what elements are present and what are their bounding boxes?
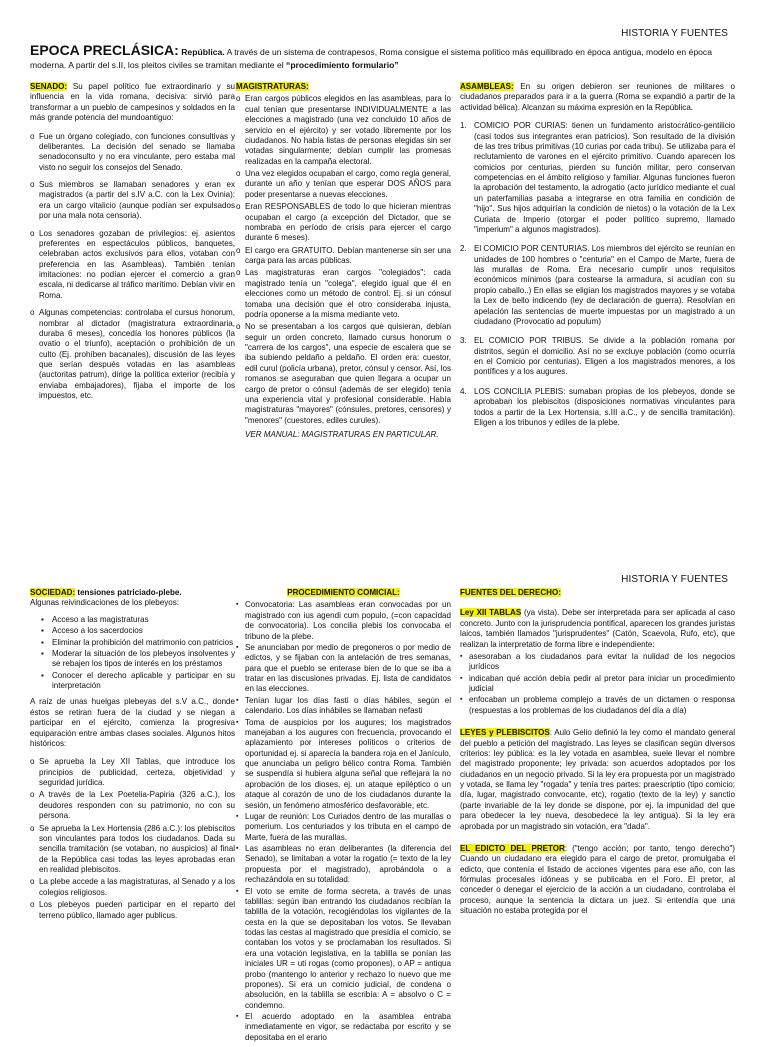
ley12-list	[460, 652, 735, 716]
list-item: ▪ Tenían lugar los días fasti o días hábiles, según el calendario. Los días inhábiles se llamaban nefasti	[236, 696, 451, 717]
list-item: o Sus miembros se llamaban senadores y eran ex magistrados (a partir del s.IV a.C. con la Lex Ovinia): era un cargo vitalicio (aunque podían ser expulsados por una mala nota censoria).	[30, 180, 235, 222]
list-item: 2. El COMICIO POR CENTURIAS. Los miembros del ejército se reunían en unidades de 100 hombres o "centuria" en el Campo de Marte, fuera de las murallas de Roma. Era necesario cumplir unos requisitos económicos mínimos (para costearse la armadura, si acudían con su propio caballo..) En ellas se eligían los magistrados mayores y se votaba la Lex de bello indicendo (ley de declaración de guerra). Resolvían en apelación las sentencias de muerte impuestas por un magistrado a un ciudadano (Provocatio ad populum)	[460, 244, 735, 326]
procedimiento-title: PROCEDIMIENTO COMICIAL:	[287, 588, 400, 597]
list-item: ▪ Se anunciaban por medio de pregoneros o por medio de edictos, y se fijaban con la antelación de tres semanas, para que el pueblo se enterase bien de lo que se iba a tratar en las discusiones privadas. Ej. lista de candidatos en las elecciones.	[236, 643, 451, 695]
ley12-text: (ya vista). Debe ser interpretada para ser aplicada al caso concreto. Junto con la jurisprudencia pontifical, aparecen los grandes juristas laicos, también llamados "jurisprudentes" (Catón, Scaevola, Rufo, etc), que realizan la interpretatio de forma libre e independiente:	[460, 608, 735, 649]
era-heading: EPOCA PRECLÁSICA:	[30, 42, 179, 58]
list-item: o Las magistraturas eran cargos "colegiados": cada magistrado tenía un "colega", elegido igual que él en elecciones como un método de control. Ej. si un cónsul tomaba una decisión que el otro consideraba injusta, podría oponerse a la misma mediante veto.	[236, 268, 451, 320]
magistraturas-list	[236, 94, 451, 426]
list-item: ▪ asesoraban a los ciudadanos para evitar la nulidad de los negocios jurídicos	[460, 652, 735, 673]
magistraturas-note: VER MANUAL: MAGISTRATURAS EN PARTICULAR.	[245, 430, 439, 439]
list-item: ▪ Eliminar la prohibición del matrimonio con patricios	[30, 638, 235, 648]
list-item: o La plebe accede a las magistraturas, al Senado y a los colegios religiosos.	[30, 877, 235, 898]
list-item: o Una vez elegidos ocupaban el cargo, como regla general, durante un año y tenían que esperar DOS AÑOS para poder presentarse a nuevas elecciones.	[236, 169, 451, 200]
list-item: ▪ Conocer el derecho aplicable y participar en su interpretación	[30, 671, 235, 692]
list-item: ▪ indicaban qué acción debía pedir al pretor para iniciar un procedimiento judicial	[460, 674, 735, 695]
list-item: o El cargo era GRATUITO. Debían mantenerse sin ser una carga para las arcas públicas.	[236, 246, 451, 267]
senado-list	[30, 132, 235, 402]
list-item: 3. EL COMICIO POR TRIBUS. Se divide a la población romana por distritos, según el domicilio. Así no se excluye población (como ocurría en el Comicio por centurias). Eligen a los magistrados menores, a los pontífices y a los augures.	[460, 336, 735, 377]
asambleas-intro: En su origen debieron ser reuniones de militares o ciudadanos preparados para ir a la guerra (Roma se expandió a partir de la actividad bélica). Alcanzan su máxima expresión en la República.	[460, 82, 735, 112]
list-item: ▪ Acceso a los sacerdocios	[30, 626, 235, 636]
list-item: ▪ enfocaban un problema complejo a través de un dictamen o responsa (respuestas a los problemas de los ciudadanos del día a día)	[460, 695, 735, 716]
asambleas-column	[460, 82, 735, 437]
list-item: o No se presentaban a los cargos que quisieran, debían seguir un orden concreto, llamado cursus honorum o "carrera de los cargos", una especie de escalera que se iba subiendo peldaño a peldaño. El orden era: cuestor, edil curul (policía urbana), pretor, cónsul y censor. Así, los romanos se aseguraban que quien llegara a ocupar un cargo de pretor o cónsul (además de ser elegido) tenía una experiencia vital y profesional considerable. Había magistraturas "mayores" (cónsules, pretores, censores) y "menores" (cuestores, ediles curules).	[236, 322, 451, 426]
list-item: ▪ Moderar la situación de los plebeyos insolventes y se rebajen los tipos de interés en los préstamos	[30, 649, 235, 670]
list-item: o Los senadores gozaban de privilegios: ej. asientos preferentes en espectáculos públicos, banquetes, celebraban actos exclusivos para ellos, votaban con preferencia en las Asambleas). También tenían imitaciones: no podían ejercer el comercio a gran escala, ni dedicarse al tráfico marítimo. Debían vivir en Roma.	[30, 229, 235, 302]
senado-column	[30, 82, 235, 409]
procedimiento-column	[236, 588, 451, 1047]
list-item: o Se aprueba la Ley XII Tablas, que introduce los principios de publicidad, certeza, objetividad y seguridad jurídica.	[30, 757, 235, 788]
magistraturas-title: MAGISTRATURAS:	[236, 82, 309, 91]
edicto-text: : ("tengo acción; por tanto, tengo derecho") Cuando un ciudadano era elegido para el cargo de pretor, promulgaba el edicto, que contenía el listado de acciones vigentes para ese año, con las fórmulas procesales idóneas y se publicaba en el Foro. El pretor, al conceder o denegar el ejercicio de la acción a un ciudadano, controlaba el proceso, aunque la sentencia la dictara un juez. Si entendía que una situación no estaba protegida por el	[460, 843, 735, 916]
fuentes-column	[460, 588, 735, 925]
asambleas-list	[460, 121, 735, 428]
list-item: 1. COMICIO POR CURIAS: tienen un fundamento aristocrático-gentilicio (casi todos sus integrantes eran patricios). Son resultado de la división de las tres tribus primitivas (10 curias por cada tribu). Se utilizaba para el reclutamiento de varones en el ejército primitivo. Cuando aparecen los comicios por centurias, pierden su función militar, pero conservan competencias en el ámbito religioso y familiar. Algunas funciones fueron la aprobación del testamento, la adrogatio (acto jurídico mediante el cual un paterfamilias pasaba a integrarse en otra familia en condición de "hijo". Sus hijos adquirían la condición de nietos) o la votación de la Lex Curiata de Imperio (otorgar el poder político supremo, llamado "imperium" a algunos magistrados).	[460, 121, 735, 234]
list-item: ▪ El acuerdo adoptado en la asamblea entraba inmediatamente en vigor, se redactaba por escrito y se depositaba en el erario	[236, 1012, 451, 1043]
hitos-list	[30, 757, 235, 921]
list-item: ▪ Lugar de reunión: Los Curiados dentro de las murallas o pomerium. Los centuriados y los tributa en el campo de Marte, fuera de las murallas.	[236, 812, 451, 843]
senado-intro: Su papel político fue extraordinario y su influencia en la vida romana, decisiva: sirvió para transformar a un pueblo de campesinos y soldados en la más grande potencia del mundoantiguo:	[30, 82, 235, 123]
list-item: o Algunas competencias: controlaba el cursus honorum, nombrar al dictador (magistratura extraordinaria, duraba 6 meses), concedía los honores públicos (la ovatio o el triunfo), aceptación o prohibición de un culto (Ej. prohíben bacanales), discusión de las leyes que serían después votadas en las asambleas (auctoritas patrum), dirige la política exterior (recibía y enviaba embajadores), fijaba el importe de los impuestos, etc.	[30, 308, 235, 401]
list-item: 4. LOS CONCILIA PLEBIS: sumaban propias de los plebeyos, donde se aprobaban los plebiscitos (disposiciones normativas vinculantes para todos a partir de la Lex Hortensia, s.III a.C., y de sencilla tramitación). Eligen a los tribunos y ediles de la plebe.	[460, 386, 735, 427]
demands-list	[30, 615, 235, 692]
leyes-title: LEYES y PLEBISCITOS	[460, 728, 550, 738]
intro-block	[30, 42, 742, 70]
list-item: ▪ Acceso a las magistraturas	[30, 615, 235, 625]
fuentes-title: FUENTES DEL DERECHO:	[460, 588, 561, 597]
senado-title: SENADO:	[30, 82, 68, 91]
sociedad-subtitle: tensiones patriciado-plebe.	[77, 588, 182, 597]
list-item: o Se aprueba la Lex Hortensia (286 a.C.): los plebiscitos son vinculantes para todos los ciudadanos. Dada su sencilla tramitación (se votaban, no auspicios) al final de la República casi todas las leyes aprobadas eran en realidad plebiscitos.	[30, 824, 235, 876]
list-item: ▪ Convocatoria: Las asambleas eran convocadas por un magistrado con ius agendi cum populo, (=con capacidad de convocatoria). Los concilia plebis los convocaba el tribuno de la plebe.	[236, 600, 451, 642]
list-item: o Eran cargos públicos elegidos en las asambleas, para lo cual tenían que presentarse INDIVIDUALMENTE a las elecciones a magistrado (una vez concluido 10 años de servicio en el ejército) y ser votado libremente por los ciudadanos. No había listas de personas elegidas sin ser votadas singularmente; debían cumplir las promesas realizadas en la campaña electoral.	[236, 94, 451, 167]
list-item: ▪ El voto se emite de forma secreta, a través de unas tablillas: según iban entrando los ciudadanos recibían la tablilla de la votación, recogiéndolas los vigilantes de la cesta en la que se depositaban los votos. Se llevaban todas las cestas al magistrado que presidía el comicio, se contaban los votos y se proclamaban los resultados. Si era una votación legislativa, en la tablilla se ponían las iniciales UR = uti rogas (como propones), o AP = antiqua probo (mantengo lo anterior y rechazo lo nuevo que me propones). Si era un comicio judicial, de condena o absolución, en la tablilla se escribía: A = absolvo o C = condemno.	[236, 887, 451, 1012]
list-item: o Eran RESPONSABLES de todo lo que hicieran mientras ocupaban el cargo (a excepción del Dictador, que se nombraba en período de crisis para ejercer el cargo durante 6 meses).	[236, 202, 451, 244]
sociedad-intro: Algunas reivindicaciones de los plebeyos:	[30, 598, 179, 608]
sociedad-column	[30, 588, 235, 925]
sociedad-para: A raíz de unas huelgas plebeyas del s.V a.C., donde éstos se retiran fuera de la ciudad y se niegan a participar en el ejército, comienza la progresiva equiparación entre ambas clases sociales. Algunos hitos históricos:	[30, 697, 235, 748]
magistraturas-column	[236, 82, 451, 440]
list-item: o Fue un órgano colegiado, con funciones consultivas y deliberantes. La decisión del senado se llamaba senadoconsulto y no era vinculante, pero estaba mal visto no seguir los consejos del Senado.	[30, 132, 235, 174]
leyes-text: : Aulo Gelio definió la ley como el mandato general del pueblo a petición del magistrado. Las leyes se clasifican según diversos criterios: ley pública: es la ley votada en asamblea, suele llevar el nombre del magistrado proponente; ley privada: son acuerdos adoptados por los ciudadanos en un negocio privado. Si la ley era propuesta por un magistrado y votada, se llama ley "rogada" y tenía tres partes: praescriptio (tipo comicio; día, lugar, magistrado convocante, etc), rogatio (texto de la ley) y sanctio (parte invariable de la ley donde se dispone, por ej. la impunidad del que para obedecer la ley nueva, desobedece la ley antigua). Si la ley era aprobada por un magistrado sin votación, era "dada".	[460, 728, 735, 831]
era-text-bold: “procedimiento formulario”	[286, 59, 399, 70]
era-text: A través de un sistema de contrapesos, Roma consigue el sistema político más equilibrado en época antigua, modelo en época moderna. A partir del s.II, los pleitos civiles se tramitan mediante el	[30, 47, 712, 70]
era-subheading: República.	[181, 47, 225, 57]
list-item: o Los plebeyos pueden participar en el reparto del terreno público, llamado ager publicus.	[30, 900, 235, 921]
edicto-title: EL EDICTO DEL PRETOR	[460, 843, 565, 853]
ley12-title: Ley XII TABLAS	[460, 608, 522, 618]
page-header: HISTORIA Y FUENTES	[621, 574, 728, 585]
list-item: ▪ Toma de auspicios por los augures; los magistrados manejaban a los augures con frecuencia, provocando el aplazamiento por intereses políticos o criterios de oportunidad ej. si aparecía la bandera roja en el Janículo, que anunciaba un peligro bélico contra Roma. También se suspendía si hubiera alguna señal que reflejara la no aprobación de los dioses, ej. un ataque epiléptico o un ataque al corazón de uno de los ciudadanos durante la sesión, un fenómeno atmosférico desfavorable, etc.	[236, 718, 451, 811]
sociedad-title: SOCIEDAD:	[30, 588, 76, 597]
list-item: o A través de la Lex Poetelia-Papiria (326 a.C.), los deudores responden con su patrimonio, no con su persona.	[30, 790, 235, 821]
page-header: HISTORIA Y FUENTES	[621, 28, 728, 39]
asambleas-title: ASAMBLEAS:	[460, 82, 514, 91]
procedimiento-list	[236, 600, 451, 1043]
list-item: ▪ Las asambleas no eran deliberantes (la diferencia del Senado), se limitaban a votar la rogatio (= texto de la ley propuesta por el magistrado), aprobándola o a rechazándola en su totalidad.	[236, 844, 451, 886]
